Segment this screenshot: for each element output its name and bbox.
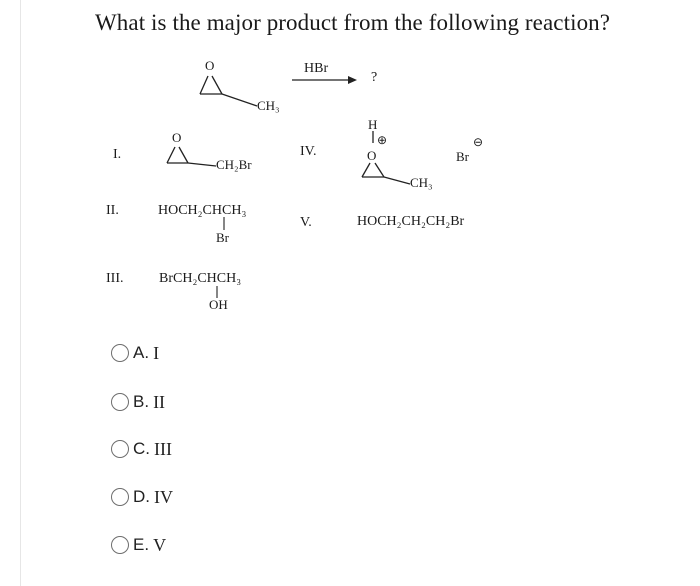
option-iii-formula: BrCH₂CHCH₃ [159, 271, 242, 286]
option-i-numeral: I. [113, 147, 122, 162]
reactant-methyl: CH₃ [257, 98, 280, 113]
choice-letter: B. [133, 392, 150, 411]
option-iv-methyl: CH₃ [410, 175, 433, 190]
reactant-epoxide-bonds [200, 76, 257, 106]
answer-choice-d[interactable] [111, 485, 173, 509]
answer-choice-e[interactable] [111, 533, 166, 557]
option-iii-numeral: III. [106, 271, 124, 286]
choice-value: V [153, 534, 167, 555]
option-ii-branch: Br [216, 230, 229, 245]
option-i-oxygen: O [172, 130, 182, 145]
option-ii-formula: HOCH₂CHCH₃ [158, 203, 247, 218]
option-iv-bromide: Br [456, 149, 469, 164]
question-text: What is the major product from the following reaction? [95, 10, 611, 35]
choice-value: II [153, 391, 166, 412]
product-unknown: ? [371, 70, 378, 85]
reaction-arrow [292, 76, 357, 84]
choice-letter: E. [133, 535, 150, 554]
option-iv-numeral: IV. [300, 144, 317, 159]
answer-choice-c[interactable] [111, 437, 172, 461]
option-i-epoxide-bonds [167, 147, 216, 166]
choice-value: III [154, 438, 172, 459]
option-v-numeral: V. [300, 215, 312, 230]
choice-letter: D. [133, 487, 150, 506]
choice-letter: A. [133, 343, 150, 362]
radio-button-icon[interactable] [111, 393, 129, 411]
reagent-label: HBr [304, 61, 329, 76]
option-iv-plus-charge: ⊕ [377, 133, 388, 147]
option-iv-minus-charge: ⊖ [473, 135, 484, 149]
option-i-substituent: CH₂Br [216, 157, 252, 172]
radio-button-icon[interactable] [111, 488, 129, 506]
option-v-formula: HOCH₂CH₂CH₂Br [357, 214, 465, 229]
choice-value: IV [154, 486, 173, 507]
option-iv-oxygen: O [367, 148, 377, 163]
radio-button-icon[interactable] [111, 536, 129, 554]
option-ii-numeral: II. [106, 203, 119, 218]
reactant-oxygen: O [205, 58, 215, 73]
answer-choice-a[interactable] [111, 341, 159, 365]
radio-button-icon[interactable] [111, 440, 129, 458]
option-iii-branch: OH [209, 297, 228, 312]
choice-letter: C. [133, 439, 150, 458]
choice-value: I [153, 342, 160, 363]
radio-button-icon[interactable] [111, 344, 129, 362]
answer-choice-b[interactable] [111, 390, 165, 414]
option-iv-hydrogen: H [368, 117, 378, 132]
